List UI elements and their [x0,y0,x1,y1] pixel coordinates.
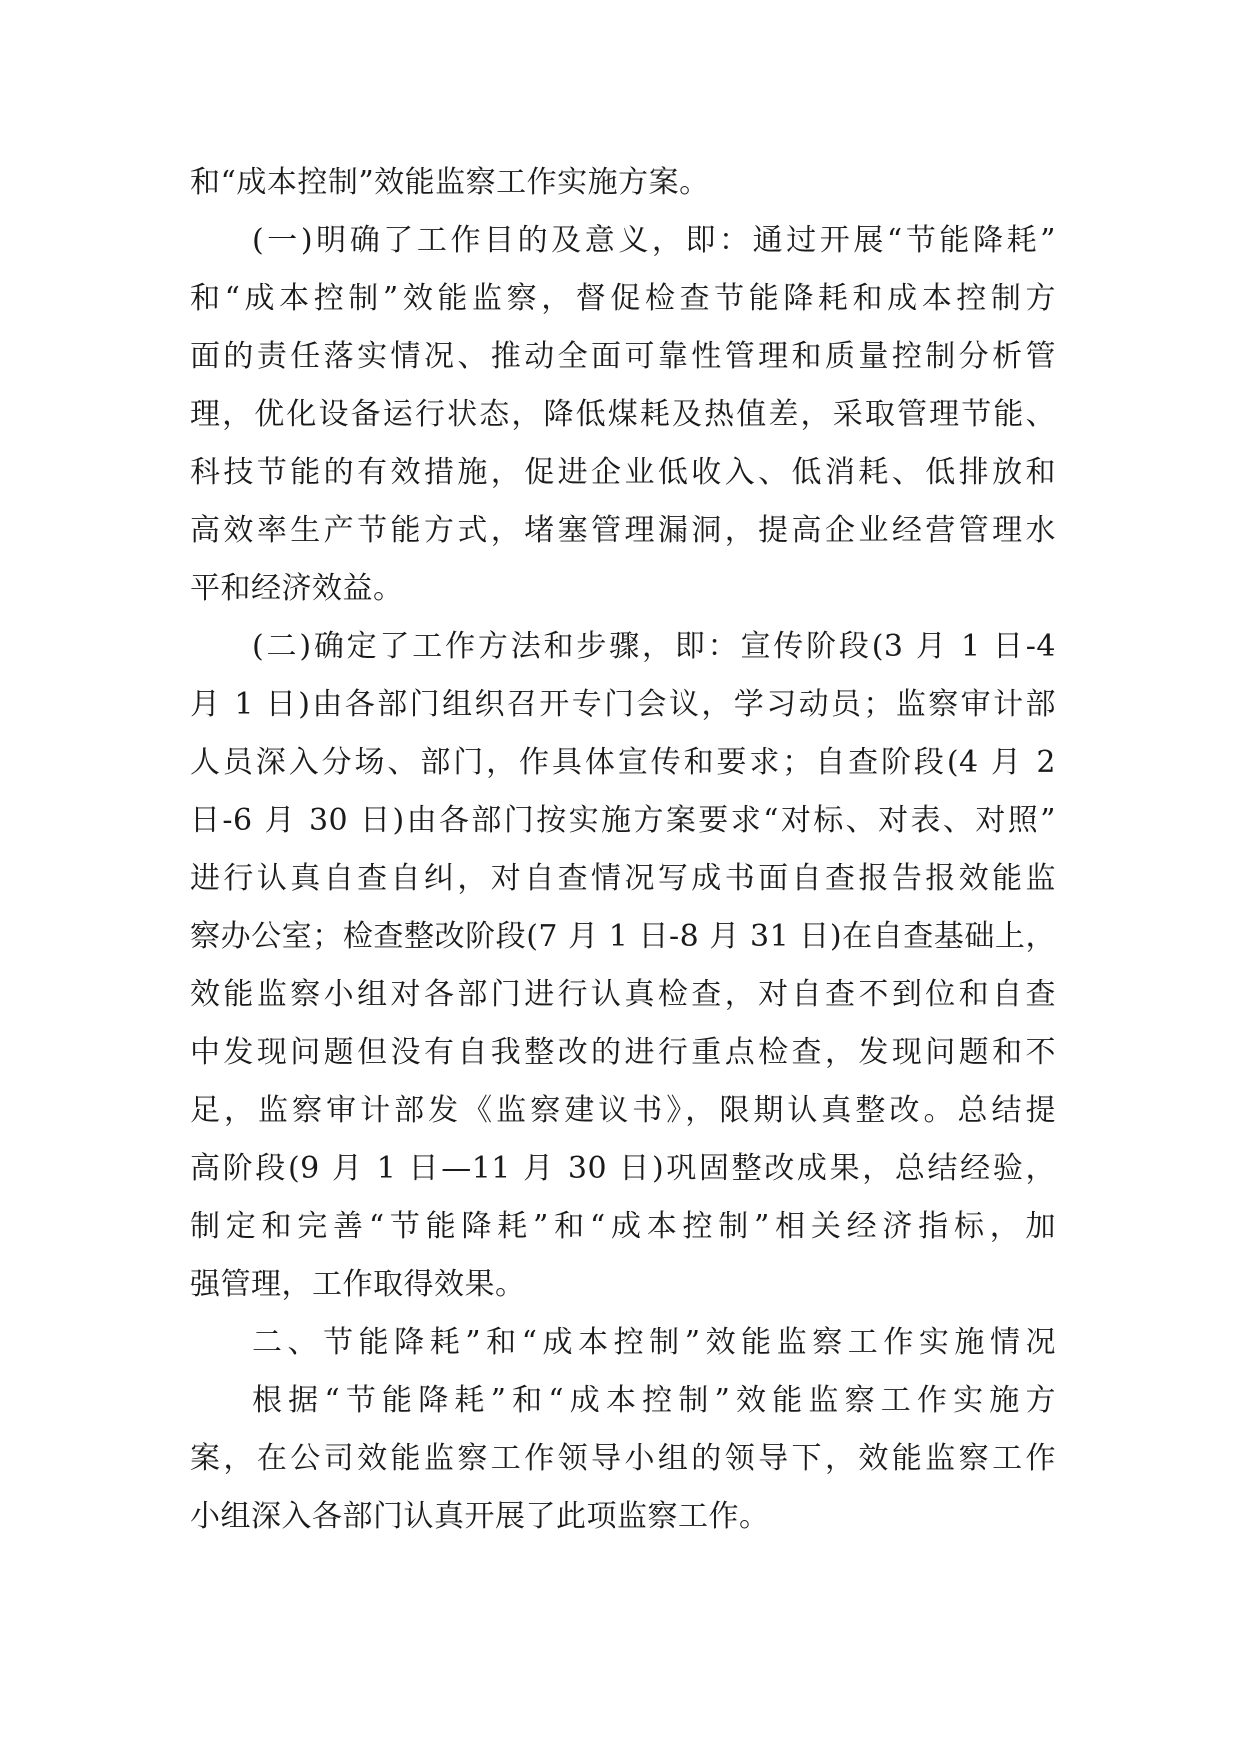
text-line: 制定和完善“节能降耗”和“成本控制”相关经济指标，加 [190,1209,1056,1244]
text-line: 高阶段(9 月 1 日—11 月 30 日)巩固整改成果，总结经验， [190,1151,1056,1186]
text-line: 高效率生产节能方式，堵塞管理漏洞，提高企业经营管理水 [190,513,1056,548]
text-line: 察办公室；检查整改阶段(7 月 1 日-8 月 31 日)在自查基础上， [190,919,1056,954]
text-line: 进行认真自查自纠，对自查情况写成书面自查报告报效能监 [190,861,1056,896]
text-line: 效能监察小组对各部门进行认真检查，对自查不到位和自查 [190,977,1056,1012]
text-line: 强管理，工作取得效果。 [190,1267,526,1302]
text-line: 面的责任落实情况、推动全面可靠性管理和质量控制分析管 [190,339,1056,374]
text-line: 平和经济效益。 [190,571,404,606]
text-line: 和“成本控制”效能监察工作实施方案。 [190,165,710,200]
text-line: 理，优化设备运行状态，降低煤耗及热值差，采取管理节能、 [190,397,1056,432]
text-line: 小组深入各部门认真开展了此项监察工作。 [190,1499,770,1534]
text-line: 中发现问题但没有自我整改的进行重点检查，发现问题和不 [190,1035,1056,1070]
text-line: 案，在公司效能监察工作领导小组的领导下，效能监察工作 [190,1441,1056,1476]
section-heading: 二、节能降耗”和“成本控制”效能监察工作实施情况 [252,1325,1056,1360]
text-line: 日-6 月 30 日)由各部门按实施方案要求“对标、对表、对照” [190,803,1056,838]
text-line: 和“成本控制”效能监察，督促检查节能降耗和成本控制方 [190,281,1056,316]
text-line: (一)明确了工作目的及意义，即：通过开展“节能降耗” [252,223,1056,258]
text-line: 月 1 日)由各部门组织召开专门会议，学习动员；监察审计部 [190,687,1056,722]
text-line: 足，监察审计部发《监察建议书》，限期认真整改。总结提 [190,1093,1056,1128]
document-body [190,154,1056,1546]
text-line: (二)确定了工作方法和步骤，即：宣传阶段(3 月 1 日-4 [252,629,1056,664]
text-line: 人员深入分场、部门，作具体宣传和要求；自查阶段(4 月 2 [190,745,1056,780]
text-line: 根据“节能降耗”和“成本控制”效能监察工作实施方 [252,1383,1056,1418]
text-line: 科技节能的有效措施，促进企业低收入、低消耗、低排放和 [190,455,1056,490]
